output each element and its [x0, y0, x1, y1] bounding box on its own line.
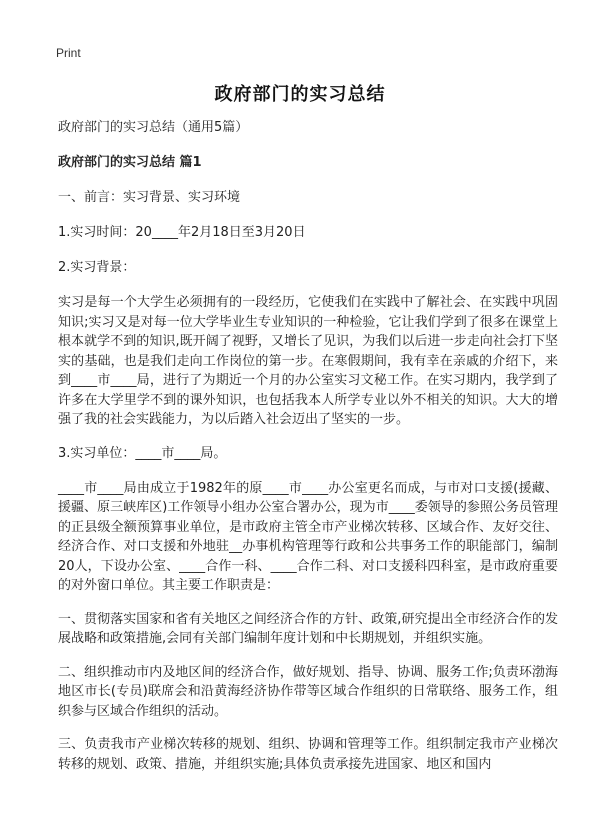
document-body [58, 118, 558, 788]
paragraph-preface: 一、前言：实习背景、实习环境 [58, 190, 241, 205]
paragraph-background: 实习是每一个大学生必须拥有的一段经历，它使我们在实践中了解社会、在实践中巩固知识;实习又是对每一位大学毕业生专业知识的一种检验，它让我们学到了很多在课堂上根本就学不到的知识,既开阔了视野，又增长了见识，为我们以后进一步走向社会打下坚实的基础，也是我们走向工作岗位的第一步。在寒假期间，我有幸在亲戚的介绍下，来到____市____局，进行了为期近一个月的办公室实习文秘工作。在实习期内，我学到了许多在大学里学不到的课外知识，也包括我本人所学专业以外不相关的知识。大大的增强了我的社会实践能力，为以后踏入社会迈出了坚实的一步。 [58, 295, 558, 427]
print-label[interactable]: Print [56, 46, 81, 60]
paragraph-unit-label: 3.实习单位：____市____局。 [58, 445, 227, 461]
paragraph-background-label: 2.实习背景： [58, 260, 136, 275]
paragraph-duty-one: 一、贯彻落实国家和省有关地区之间经济合作的方针、政策,研究提出全市经济合作的发展战略和政策措施,会同有关部门编制年度计划和中长期规划，并组织实施。 [58, 611, 558, 646]
paragraph-duty-three: 三、负责我市产业梯次转移的规划、组织、协调和管理等工作。组织制定我市产业梯次转移的规划、政策、措施，并组织实施;具体负责承接先进国家、地区和国内 [58, 737, 558, 772]
document-subtitle: 政府部门的实习总结（通用5篇） [58, 120, 249, 135]
paragraph-internship-time: 1.实习时间：20____年2月18日至3月20日 [58, 225, 306, 240]
paragraph-unit-description: ____市____局由成立于1982年的原____市____办公室更名而成，与市对口支援(援藏、援疆、原三峡库区)工作领导小组办公室合署办公，现为市____委领导的参照公务员管理的正县级全额预算事业单位，是市政府主管全市产业梯次转移、区域合作、友好交往、经济合作、对口支援和外地驻__办事机构管理等行政和公共事务工作的职能部门，编制20人，下设办公室、____合作一科、____合作二科、对口支援科四科室，是市政府重要的对外窗口单位。其主要工作职责是： [58, 480, 558, 593]
document-title: 政府部门的实习总结 [214, 84, 386, 105]
section-heading: 政府部门的实习总结 篇1 [58, 155, 202, 170]
paragraph-duty-two: 二、组织推动市内及地区间的经济合作，做好规划、指导、协调、服务工作;负责环渤海地区市长(专员)联席会和沿黄海经济协作带等区域合作组织的日常联络、服务工作，组织参与区域合作组织的活动。 [58, 664, 558, 719]
